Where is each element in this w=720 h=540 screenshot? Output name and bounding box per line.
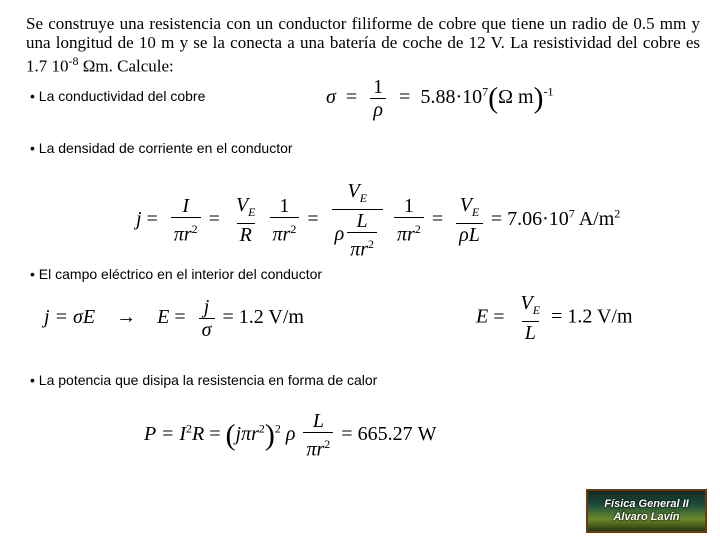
item-label: La densidad de corriente en el conductor: [38, 140, 293, 156]
eq-fraction: $\frac{L}{\pi r^2}$: [303, 410, 333, 461]
course-logo: [586, 489, 707, 533]
eq-fraction: $\frac{V_E}{L}$: [520, 292, 541, 344]
item-current-density: [30, 140, 293, 156]
eq-compound-fraction: $V_E$ ρ $\frac{L}{\pi r^2}$: [332, 180, 383, 261]
problem-text: Se construye una resistencia con un conductor filiforme de cobre que tiene un radio de 0.5 mm y una longitud de 10 m y se la conecta a una batería de coche de 12 V. La resistividad del cobre es 1.7 10: [26, 14, 700, 76]
item-electric-field: [30, 266, 322, 282]
item-power: [30, 372, 377, 388]
eq-operator: =: [345, 86, 358, 109]
bullet-icon: •: [30, 266, 35, 282]
eq-fraction: $\frac{V_E}{R}$: [235, 194, 256, 247]
bullet-icon: •: [30, 140, 35, 156]
equation-current-density: j = $\frac{I}{\pi r^2}$ = $\frac{V_E}{R}$ $\frac{1}{\pi r^2}$ = $V_E$ ρ $\frac{L}{\pi r^2}$ $\frac{1}{\pi r^2}$ = $\frac{V_E}{\rho L}$ = $7.06\cdot 10^7$ $A/m^2$: [136, 180, 621, 261]
equation-power: $P = I^2R = (j\pi r^2)^2$ ρ $\frac{L}{\pi r^2}$ = 665.27 W: [144, 410, 437, 461]
eq-result: = 7.06·10: [490, 207, 569, 230]
bullet-icon: •: [30, 372, 35, 388]
eq-num: 1: [373, 76, 384, 98]
eq-fraction: $\frac{1}{\pi r^2}$: [394, 195, 424, 246]
eq-den: ρ: [370, 98, 386, 121]
equation-electric-field-alt: E = $\frac{V_E}{L}$ = 1.2 V/m: [476, 292, 633, 344]
eq-fraction: $\frac{j}{\sigma}$: [199, 296, 215, 341]
arrow-icon: →: [116, 306, 137, 329]
equation-conductivity: σ = $\frac{1}{\rho}$ = $5.88\cdot 10^7(\Omega$ m)$^{-1}$: [326, 76, 554, 121]
logo-line1: Física General II: [604, 498, 689, 510]
problem-statement: [26, 14, 700, 76]
item-label: La potencia que disipa la resistencia en forma de calor: [38, 372, 378, 388]
eq-result: 5.88·10: [420, 86, 483, 109]
item-conductivity: [30, 88, 205, 104]
item-label: La conductividad del cobre: [38, 88, 206, 104]
eq-ohm-law: j = σE: [44, 306, 96, 329]
problem-exponent: -8: [68, 54, 79, 68]
equation-electric-field: j = σE → E = $\frac{j}{\sigma}$ = 1.2 V/m: [44, 296, 304, 341]
eq-unit-exp: -1: [543, 84, 554, 99]
eq-unit: Ω m: [498, 86, 534, 109]
eq-result: = 1.2 V/m: [222, 306, 304, 329]
eq-fraction: $\frac{V_E}{\rho L}$: [456, 194, 483, 246]
item-label: El campo eléctrico en el interior del conductor: [38, 266, 323, 282]
eq-fraction: $\frac{I}{\pi r^2}$: [171, 195, 201, 246]
problem-text-end: Ωm. Calcule:: [78, 56, 174, 76]
eq-fraction: [370, 76, 386, 121]
eq-exp: 7: [482, 84, 489, 99]
bullet-icon: •: [30, 88, 35, 104]
eq-symbol: σ: [326, 86, 336, 109]
eq-unit: A/m: [578, 207, 615, 230]
eq-result: = 1.2 V/m: [551, 305, 633, 328]
eq-fraction: $\frac{1}{\pi r^2}$: [270, 195, 300, 246]
eq-symbol: j: [136, 207, 142, 230]
eq-operator: =: [399, 86, 411, 109]
eq-result: = 665.27 W: [341, 422, 437, 445]
logo-line2: Alvaro Lavín: [613, 511, 680, 523]
